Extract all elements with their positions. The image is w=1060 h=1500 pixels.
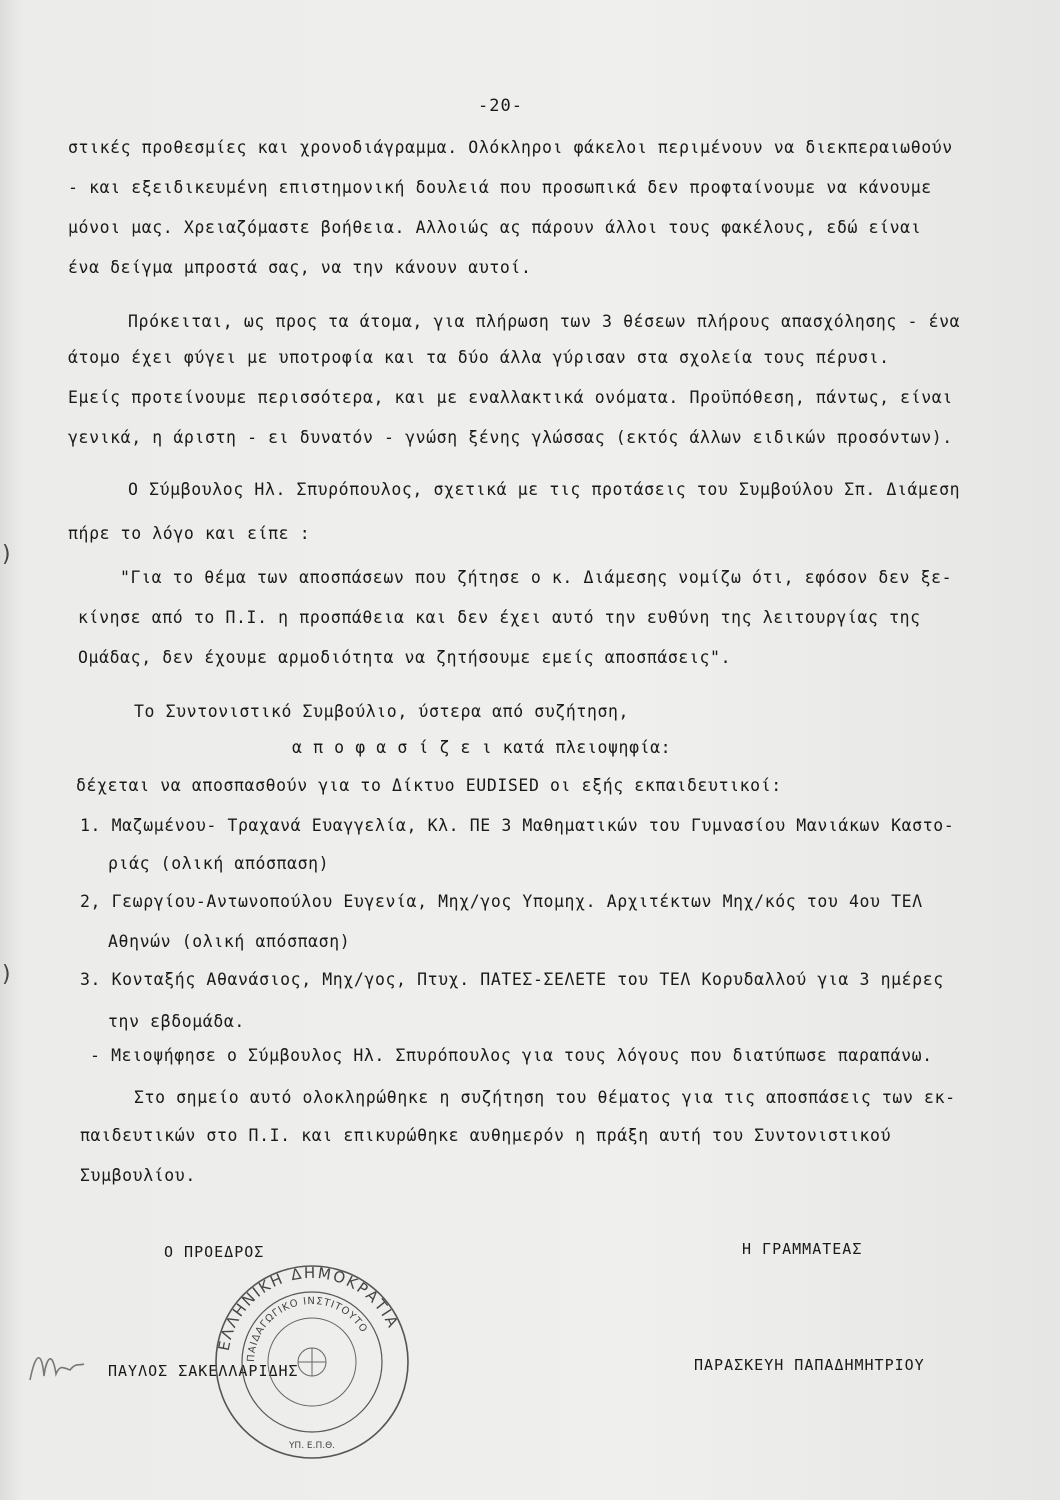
handwritten-signature — [26, 1340, 86, 1390]
body-line: Πρόκειται, ως προς τα άτομα, για πλήρωση των 3 θέσεων πλήρους απασχόλησης - ένα — [128, 312, 961, 331]
body-line: - και εξειδικευμένη επιστημονική δουλειά που προσωπικά δεν προφταίνουμε να κάνουμε — [68, 178, 932, 197]
body-line: Το Συντονιστικό Συμβούλιο, ύστερα από συζήτηση, — [134, 702, 630, 721]
list-item-continuation: Αθηνών (ολική απόσπαση) — [108, 932, 351, 951]
official-stamp — [212, 1262, 412, 1462]
body-line: γενικά, η άριστη - ει δυνατόν - γνώση ξένης γλώσσας (εκτός άλλων ειδικών προσόντων). — [68, 428, 953, 447]
body-line: Συμβουλίου. — [80, 1166, 196, 1185]
body-line: ένα δείγμα μπροστά σας, να την κάνουν αυτοί. — [68, 258, 532, 277]
secretary-name: ΠΑΡΑΣΚΕΥΗ ΠΑΠΑΔΗΜΗΤΡΙΟΥ — [694, 1356, 925, 1374]
list-item-continuation: την εβδομάδα. — [108, 1012, 245, 1031]
body-line: μόνοι μας. Χρειαζόμαστε βοήθεια. Αλλοιώς ας πάρουν άλλοι τους φακέλους, εδώ είναι — [68, 218, 922, 237]
page-number: -20- — [478, 96, 523, 116]
stamp-inner-text: ΠΑΙΔΑΓΩΓΙΚΟ ΙΝΣΤΙΤΟΥΤΟ — [245, 1295, 370, 1363]
body-line: άτομο έχει φύγει με υποτροφία και τα δύο άλλα γύρισαν στα σχολεία τους πέρυσι. — [68, 348, 890, 367]
body-line: Εμείς προτείνουμε περισσότερα, και με εναλλακτικά ονόματα. Προϋπόθεση, πάντως, είναι — [68, 388, 953, 407]
quote-line: κίνησε από το Π.Ι. η προσπάθεια και δεν έχει αυτό την ευθύνη της λειτουργίας της — [78, 608, 921, 627]
svg-text:ΠΑΙΔΑΓΩΓΙΚΟ ΙΝΣΤΙΤΟΥΤΟ — [246, 1296, 370, 1362]
margin-mark: ) — [0, 542, 14, 567]
quote-line: "Για το θέμα των αποσπάσεων που ζήτησε ο κ. Διάμεσης νομίζω ότι, εφόσον δεν ξε- — [120, 568, 953, 587]
secretary-title: Η ΓΡΑΜΜΑΤΕΑΣ — [742, 1240, 863, 1258]
body-line: πήρε το λόγο και είπε : — [68, 524, 311, 543]
list-item: 1. Μαζωμένου- Τραχανά Ευαγγελία, Κλ. ΠΕ 3 Μαθηματικών του Γυμνασίου Μανιάκων Καστο- — [80, 816, 955, 835]
margin-mark: ) — [0, 962, 14, 987]
decision-heading: α π ο φ α σ ί ζ ε ι κατά πλειοψηφία: — [292, 738, 672, 757]
body-line: - Μειοψήφησε ο Σύμβουλος Ηλ. Σπυρόπουλος για τους λόγους που διατύπωσε παραπάνω. — [90, 1046, 933, 1065]
list-item: 3. Κονταξής Αθανάσιος, Μηχ/γος, Πτυχ. ΠΑΤΕΣ-ΣΕΛΕΤΕ του ΤΕΛ Κορυδαλλού για 3 ημέρες — [80, 970, 944, 989]
body-line: δέχεται να αποσπασθούν για το Δίκτυο EUDISED οι εξής εκπαιδευτικοί: — [76, 776, 782, 795]
body-line: Στο σημείο αυτό ολοκληρώθηκε η συζήτηση του θέματος για τις αποσπάσεις των εκ- — [134, 1088, 956, 1107]
svg-text:ΕΛΛΗΝΙΚΗ ΔΗΜΟΚΡΑΤΙΑ — [215, 1264, 403, 1352]
president-title: Ο ΠΡΟΕΔΡΟΣ — [164, 1243, 265, 1261]
stamp-outer-text: ΕΛΛΗΝΙΚΗ ΔΗΜΟΚΡΑΤΙΑ — [214, 1263, 403, 1353]
president-name: ΠΑΥΛΟΣ ΣΑΚΕΛΛΑΡΙΔΗΣ — [108, 1362, 299, 1380]
body-line: στικές προθεσμίες και χρονοδιάγραμμα. Ολόκληροι φάκελοι περιμένουν να διεκπεραιωθούν — [68, 138, 953, 157]
stamp-emblem — [298, 1348, 326, 1376]
list-item: 2, Γεωργίου-Αντωνοπούλου Ευγενία, Μηχ/γος Υπομηχ. Αρχιτέκτων Μηχ/κός του 4ου ΤΕΛ — [80, 892, 923, 911]
stamp-bottom-text: ΥΠ. Ε.Π.Θ. — [288, 1441, 336, 1451]
quote-line: Ομάδας, δεν έχουμε αρμοδιότητα να ζητήσουμε εμείς αποσπάσεις". — [78, 648, 732, 667]
body-line: Ο Σύμβουλος Ηλ. Σπυρόπουλος, σχετικά με τις προτάσεις του Συμβούλου Σπ. Διάμεση — [128, 480, 961, 499]
list-item-continuation: ριάς (ολική απόσπαση) — [108, 854, 330, 873]
body-line: παιδευτικών στο Π.Ι. και επικυρώθηκε αυθημερόν η πράξη αυτή του Συντονιστικού — [80, 1126, 892, 1145]
